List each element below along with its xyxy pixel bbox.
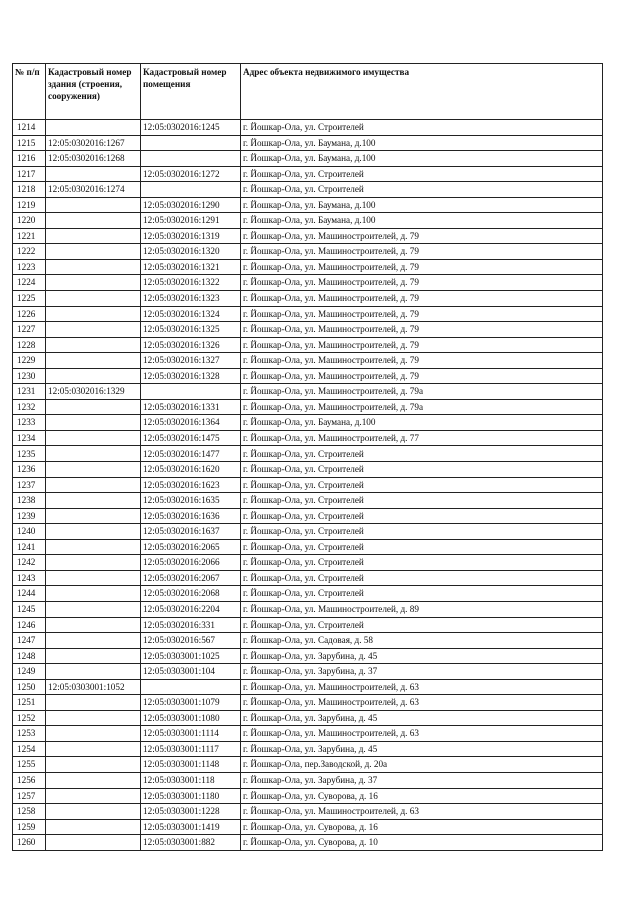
premises-cadastral-number: 12:05:0303001:118 <box>141 772 241 788</box>
address: г. Йошкар-Ола, ул. Машиностроителей, д. 63 <box>241 679 603 695</box>
header-row <box>13 64 603 120</box>
building-cadastral-number <box>46 555 141 571</box>
table-body <box>13 120 603 851</box>
building-cadastral-number <box>46 306 141 322</box>
row-number: 1231 <box>13 384 46 400</box>
table-row <box>13 539 603 555</box>
building-cadastral-number <box>46 601 141 617</box>
building-cadastral-number <box>46 617 141 633</box>
table-row <box>13 197 603 213</box>
row-number: 1216 <box>13 151 46 167</box>
table-row <box>13 788 603 804</box>
table-row <box>13 819 603 835</box>
table-row <box>13 244 603 260</box>
table-row <box>13 601 603 617</box>
address: г. Йошкар-Ола, ул. Суворова, д. 16 <box>241 788 603 804</box>
building-cadastral-number <box>46 664 141 680</box>
premises-cadastral-number: 12:05:0302016:1620 <box>141 462 241 478</box>
premises-cadastral-number: 12:05:0302016:1290 <box>141 197 241 213</box>
row-number: 1258 <box>13 804 46 820</box>
header-premises-cadastral: Кадастровый номер помещения <box>141 64 241 120</box>
premises-cadastral-number: 12:05:0302016:1623 <box>141 477 241 493</box>
premises-cadastral-number: 12:05:0303001:1228 <box>141 804 241 820</box>
premises-cadastral-number: 12:05:0302016:1635 <box>141 493 241 509</box>
premises-cadastral-number: 12:05:0302016:1319 <box>141 228 241 244</box>
address: г. Йошкар-Ола, ул. Машиностроителей, д. 77 <box>241 430 603 446</box>
premises-cadastral-number: 12:05:0303001:1079 <box>141 695 241 711</box>
premises-cadastral-number: 12:05:0302016:2204 <box>141 601 241 617</box>
table-row <box>13 213 603 229</box>
premises-cadastral-number: 12:05:0303001:1180 <box>141 788 241 804</box>
building-cadastral-number <box>46 322 141 338</box>
address: г. Йошкар-Ола, ул. Зарубина, д. 45 <box>241 648 603 664</box>
address: г. Йошкар-Ола, ул. Суворова, д. 10 <box>241 835 603 851</box>
premises-cadastral-number: 12:05:0302016:1327 <box>141 353 241 369</box>
address: г. Йошкар-Ола, ул. Машиностроителей, д. 79 <box>241 291 603 307</box>
address: г. Йошкар-Ола, ул. Строителей <box>241 570 603 586</box>
table-row <box>13 726 603 742</box>
address: г. Йошкар-Ола, ул. Суворова, д. 16 <box>241 819 603 835</box>
premises-cadastral-number: 12:05:0302016:1291 <box>141 213 241 229</box>
address: г. Йошкар-Ола, ул. Зарубина, д. 45 <box>241 710 603 726</box>
table-row <box>13 648 603 664</box>
building-cadastral-number <box>46 493 141 509</box>
building-cadastral-number <box>46 337 141 353</box>
row-number: 1235 <box>13 446 46 462</box>
building-cadastral-number <box>46 804 141 820</box>
building-cadastral-number <box>46 197 141 213</box>
table-row <box>13 228 603 244</box>
building-cadastral-number <box>46 446 141 462</box>
table-row <box>13 275 603 291</box>
address: г. Йошкар-Ола, ул. Машиностроителей, д. 79 <box>241 353 603 369</box>
row-number: 1252 <box>13 710 46 726</box>
building-cadastral-number <box>46 213 141 229</box>
row-number: 1226 <box>13 306 46 322</box>
table-row <box>13 570 603 586</box>
premises-cadastral-number: 12:05:0302016:1324 <box>141 306 241 322</box>
premises-cadastral-number: 12:05:0303001:104 <box>141 664 241 680</box>
building-cadastral-number <box>46 726 141 742</box>
row-number: 1232 <box>13 399 46 415</box>
premises-cadastral-number <box>141 679 241 695</box>
table-row <box>13 462 603 478</box>
address: г. Йошкар-Ола, ул. Строителей <box>241 555 603 571</box>
building-cadastral-number <box>46 462 141 478</box>
premises-cadastral-number: 12:05:0302016:2066 <box>141 555 241 571</box>
building-cadastral-number <box>46 772 141 788</box>
address: г. Йошкар-Ола, ул. Машиностроителей, д. 79 <box>241 322 603 338</box>
table-row <box>13 291 603 307</box>
row-number: 1218 <box>13 182 46 198</box>
row-number: 1219 <box>13 197 46 213</box>
row-number: 1248 <box>13 648 46 664</box>
premises-cadastral-number: 12:05:0302016:567 <box>141 633 241 649</box>
building-cadastral-number <box>46 368 141 384</box>
address: г. Йошкар-Ола, ул. Строителей <box>241 493 603 509</box>
row-number: 1255 <box>13 757 46 773</box>
address: г. Йошкар-Ола, ул. Машиностроителей, д. 63 <box>241 695 603 711</box>
address: г. Йошкар-Ола, ул. Строителей <box>241 617 603 633</box>
building-cadastral-number <box>46 741 141 757</box>
row-number: 1254 <box>13 741 46 757</box>
premises-cadastral-number: 12:05:0302016:1477 <box>141 446 241 462</box>
premises-cadastral-number: 12:05:0302016:331 <box>141 617 241 633</box>
row-number: 1246 <box>13 617 46 633</box>
address: г. Йошкар-Ола, ул. Машиностроителей, д. 79 <box>241 368 603 384</box>
row-number: 1220 <box>13 213 46 229</box>
table-row <box>13 384 603 400</box>
building-cadastral-number <box>46 570 141 586</box>
table-row <box>13 337 603 353</box>
table-row <box>13 166 603 182</box>
building-cadastral-number <box>46 710 141 726</box>
table-row <box>13 151 603 167</box>
building-cadastral-number <box>46 228 141 244</box>
building-cadastral-number <box>46 835 141 851</box>
table-row <box>13 710 603 726</box>
table-row <box>13 135 603 151</box>
table-row <box>13 430 603 446</box>
building-cadastral-number <box>46 524 141 540</box>
building-cadastral-number <box>46 788 141 804</box>
row-number: 1234 <box>13 430 46 446</box>
address: г. Йошкар-Ола, ул. Зарубина, д. 37 <box>241 772 603 788</box>
premises-cadastral-number: 12:05:0302016:2067 <box>141 570 241 586</box>
address: г. Йошкар-Ола, ул. Машиностроителей, д. 79 <box>241 244 603 260</box>
table-row <box>13 757 603 773</box>
address: г. Йошкар-Ола, ул. Машиностроителей, д. 79а <box>241 384 603 400</box>
table-row <box>13 772 603 788</box>
row-number: 1239 <box>13 508 46 524</box>
table-row <box>13 353 603 369</box>
building-cadastral-number <box>46 291 141 307</box>
premises-cadastral-number <box>141 384 241 400</box>
table-row <box>13 259 603 275</box>
building-cadastral-number <box>46 508 141 524</box>
address: г. Йошкар-Ола, ул. Баумана, д.100 <box>241 415 603 431</box>
row-number: 1243 <box>13 570 46 586</box>
address: г. Йошкар-Ола, ул. Машиностроителей, д. 79а <box>241 399 603 415</box>
premises-cadastral-number: 12:05:0302016:2068 <box>141 586 241 602</box>
row-number: 1247 <box>13 633 46 649</box>
premises-cadastral-number: 12:05:0302016:1636 <box>141 508 241 524</box>
row-number: 1253 <box>13 726 46 742</box>
address: г. Йошкар-Ола, ул. Строителей <box>241 166 603 182</box>
building-cadastral-number <box>46 244 141 260</box>
address: г. Йошкар-Ола, ул. Баумана, д.100 <box>241 197 603 213</box>
row-number: 1245 <box>13 601 46 617</box>
premises-cadastral-number <box>141 151 241 167</box>
address: г. Йошкар-Ола, ул. Строителей <box>241 446 603 462</box>
building-cadastral-number <box>46 259 141 275</box>
premises-cadastral-number: 12:05:0302016:1322 <box>141 275 241 291</box>
row-number: 1237 <box>13 477 46 493</box>
premises-cadastral-number: 12:05:0303001:1080 <box>141 710 241 726</box>
address: г. Йошкар-Ола, ул. Баумана, д.100 <box>241 213 603 229</box>
row-number: 1227 <box>13 322 46 338</box>
table-row <box>13 835 603 851</box>
table-row <box>13 368 603 384</box>
table-row <box>13 477 603 493</box>
address: г. Йошкар-Ола, ул. Машиностроителей, д. 79 <box>241 337 603 353</box>
building-cadastral-number <box>46 586 141 602</box>
building-cadastral-number <box>46 695 141 711</box>
row-number: 1225 <box>13 291 46 307</box>
address: г. Йошкар-Ола, ул. Строителей <box>241 586 603 602</box>
address: г. Йошкар-Ола, ул. Зарубина, д. 37 <box>241 664 603 680</box>
table-row <box>13 695 603 711</box>
table-row <box>13 508 603 524</box>
address: г. Йошкар-Ола, ул. Баумана, д.100 <box>241 135 603 151</box>
premises-cadastral-number <box>141 182 241 198</box>
premises-cadastral-number <box>141 135 241 151</box>
table-row <box>13 415 603 431</box>
building-cadastral-number <box>46 399 141 415</box>
table-row <box>13 617 603 633</box>
header-building-cadastral: Кадастровый номер здания (строения, сооружения) <box>46 64 141 120</box>
premises-cadastral-number: 12:05:0302016:2065 <box>141 539 241 555</box>
premises-cadastral-number: 12:05:0303001:882 <box>141 835 241 851</box>
table-row <box>13 120 603 136</box>
address: г. Йошкар-Ола, ул. Машиностроителей, д. 63 <box>241 726 603 742</box>
row-number: 1215 <box>13 135 46 151</box>
cadastral-table <box>12 63 603 851</box>
address: г. Йошкар-Ола, ул. Зарубина, д. 45 <box>241 741 603 757</box>
address: г. Йошкар-Ола, ул. Садовая, д. 58 <box>241 633 603 649</box>
building-cadastral-number <box>46 539 141 555</box>
row-number: 1230 <box>13 368 46 384</box>
header-address: Адрес объекта недвижимого имущества <box>241 64 603 120</box>
premises-cadastral-number: 12:05:0303001:1419 <box>141 819 241 835</box>
building-cadastral-number <box>46 166 141 182</box>
premises-cadastral-number: 12:05:0302016:1321 <box>141 259 241 275</box>
table-row <box>13 804 603 820</box>
premises-cadastral-number: 12:05:0302016:1320 <box>141 244 241 260</box>
building-cadastral-number <box>46 633 141 649</box>
address: г. Йошкар-Ола, ул. Машиностроителей, д. 63 <box>241 804 603 820</box>
table-row <box>13 182 603 198</box>
building-cadastral-number <box>46 275 141 291</box>
row-number: 1217 <box>13 166 46 182</box>
address: г. Йошкар-Ола, ул. Машиностроителей, д. 79 <box>241 228 603 244</box>
address: г. Йошкар-Ола, ул. Машиностроителей, д. 89 <box>241 601 603 617</box>
building-cadastral-number <box>46 819 141 835</box>
row-number: 1242 <box>13 555 46 571</box>
row-number: 1222 <box>13 244 46 260</box>
row-number: 1229 <box>13 353 46 369</box>
premises-cadastral-number: 12:05:0302016:1272 <box>141 166 241 182</box>
building-cadastral-number <box>46 415 141 431</box>
row-number: 1238 <box>13 493 46 509</box>
address: г. Йошкар-Ола, ул. Строителей <box>241 462 603 478</box>
premises-cadastral-number: 12:05:0302016:1328 <box>141 368 241 384</box>
row-number: 1240 <box>13 524 46 540</box>
table-row <box>13 555 603 571</box>
building-cadastral-number <box>46 353 141 369</box>
premises-cadastral-number: 12:05:0302016:1364 <box>141 415 241 431</box>
premises-cadastral-number: 12:05:0302016:1325 <box>141 322 241 338</box>
header-num: № п/п <box>13 64 46 120</box>
row-number: 1250 <box>13 679 46 695</box>
building-cadastral-number: 12:05:0302016:1329 <box>46 384 141 400</box>
premises-cadastral-number: 12:05:0302016:1245 <box>141 120 241 136</box>
building-cadastral-number: 12:05:0303001:1052 <box>46 679 141 695</box>
address: г. Йошкар-Ола, ул. Строителей <box>241 524 603 540</box>
building-cadastral-number <box>46 477 141 493</box>
row-number: 1259 <box>13 819 46 835</box>
address: г. Йошкар-Ола, ул. Машиностроителей, д. 79 <box>241 275 603 291</box>
premises-cadastral-number: 12:05:0302016:1331 <box>141 399 241 415</box>
row-number: 1249 <box>13 664 46 680</box>
table-row <box>13 586 603 602</box>
building-cadastral-number <box>46 648 141 664</box>
row-number: 1257 <box>13 788 46 804</box>
address: г. Йошкар-Ола, ул. Баумана, д.100 <box>241 151 603 167</box>
table-row <box>13 306 603 322</box>
building-cadastral-number: 12:05:0302016:1267 <box>46 135 141 151</box>
row-number: 1214 <box>13 120 46 136</box>
premises-cadastral-number: 12:05:0302016:1326 <box>141 337 241 353</box>
table-row <box>13 493 603 509</box>
building-cadastral-number <box>46 430 141 446</box>
address: г. Йошкар-Ола, ул. Строителей <box>241 508 603 524</box>
row-number: 1241 <box>13 539 46 555</box>
table-row <box>13 633 603 649</box>
address: г. Йошкар-Ола, ул. Строителей <box>241 477 603 493</box>
address: г. Йошкар-Ола, пер.Заводской, д. 20а <box>241 757 603 773</box>
premises-cadastral-number: 12:05:0302016:1323 <box>141 291 241 307</box>
row-number: 1224 <box>13 275 46 291</box>
building-cadastral-number: 12:05:0302016:1268 <box>46 151 141 167</box>
premises-cadastral-number: 12:05:0303001:1117 <box>141 741 241 757</box>
table-row <box>13 399 603 415</box>
building-cadastral-number <box>46 757 141 773</box>
row-number: 1260 <box>13 835 46 851</box>
address: г. Йошкар-Ола, ул. Строителей <box>241 539 603 555</box>
row-number: 1251 <box>13 695 46 711</box>
address: г. Йошкар-Ола, ул. Строителей <box>241 182 603 198</box>
address: г. Йошкар-Ола, ул. Строителей <box>241 120 603 136</box>
premises-cadastral-number: 12:05:0303001:1148 <box>141 757 241 773</box>
building-cadastral-number <box>46 120 141 136</box>
row-number: 1233 <box>13 415 46 431</box>
premises-cadastral-number: 12:05:0302016:1475 <box>141 430 241 446</box>
building-cadastral-number: 12:05:0302016:1274 <box>46 182 141 198</box>
address: г. Йошкар-Ола, ул. Машиностроителей, д. 79 <box>241 306 603 322</box>
row-number: 1244 <box>13 586 46 602</box>
row-number: 1223 <box>13 259 46 275</box>
premises-cadastral-number: 12:05:0303001:1114 <box>141 726 241 742</box>
premises-cadastral-number: 12:05:0302016:1637 <box>141 524 241 540</box>
row-number: 1221 <box>13 228 46 244</box>
premises-cadastral-number: 12:05:0303001:1025 <box>141 648 241 664</box>
table-row <box>13 322 603 338</box>
address: г. Йошкар-Ола, ул. Машиностроителей, д. 79 <box>241 259 603 275</box>
table-row <box>13 664 603 680</box>
table-row <box>13 679 603 695</box>
row-number: 1256 <box>13 772 46 788</box>
row-number: 1228 <box>13 337 46 353</box>
table-row <box>13 524 603 540</box>
table-row <box>13 741 603 757</box>
table-row <box>13 446 603 462</box>
row-number: 1236 <box>13 462 46 478</box>
